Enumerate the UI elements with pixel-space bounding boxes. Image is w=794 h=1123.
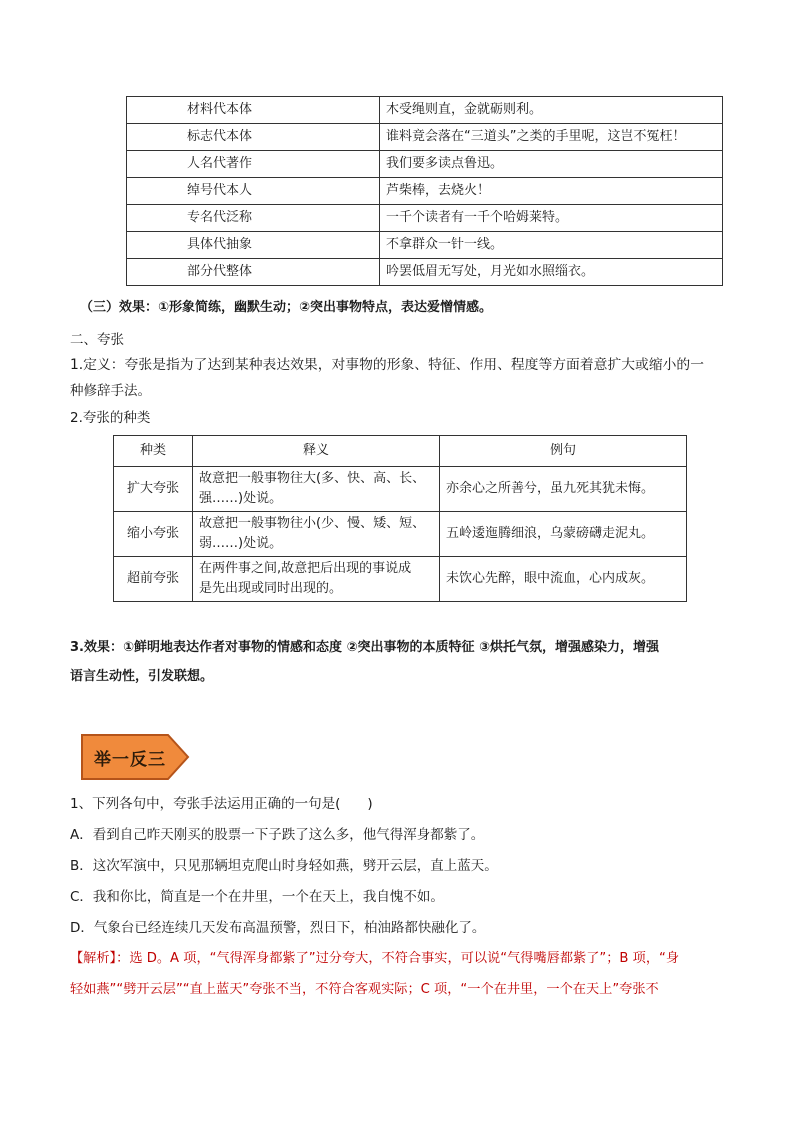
type-cell: 绰号代本人 xyxy=(127,178,380,205)
type-cell: 人名代著作 xyxy=(127,151,380,178)
table-row xyxy=(127,259,723,286)
example-cell: 一千个读者有一千个哈姆莱特。 xyxy=(380,205,723,232)
effect-line-2: 语言生动性，引发联想。 xyxy=(70,669,214,684)
table-row xyxy=(127,178,723,205)
definition-text: 故意把一般事物往小(少、慢、矮、短、 xyxy=(199,516,426,531)
definition-cell xyxy=(193,557,440,602)
type-cell: 专名代泛称 xyxy=(127,205,380,232)
type-cell: 部分代整体 xyxy=(127,259,380,286)
kind-cell: 扩大夸张 xyxy=(114,467,193,512)
example-cell: 芦柴棒，去烧火！ xyxy=(380,178,723,205)
header-cell: 例句 xyxy=(440,436,687,467)
option-b: B．这次军演中，只见那辆坦克爬山时身轻如燕，劈开云层，直上蓝天。 xyxy=(70,858,498,874)
table-row xyxy=(127,151,723,178)
metonymy-table xyxy=(126,96,723,286)
practice-badge xyxy=(80,733,190,781)
question-text: 1、下列各句中，夸张手法运用正确的一句是( ) xyxy=(70,796,373,812)
definition-cell xyxy=(193,512,440,557)
example-cell: 木受绳则直，金就砺则利。 xyxy=(380,97,723,124)
example-cell: 我们要多读点鲁迅。 xyxy=(380,151,723,178)
example-cell: 未饮心先醉，眼中流血，心内成灰。 xyxy=(440,557,687,602)
analysis-line-1: 【解析】：选 D。A 项，“气得浑身都紫了”过分夸大，不符合事实，可以说“气得嘴唇都紫了”；B 项，“身 xyxy=(70,951,680,966)
table-row xyxy=(114,557,687,602)
example-cell: 亦余心之所善兮，虽九死其犹未悔。 xyxy=(440,467,687,512)
definition-line-1: 1.定义：夸张是指为了达到某种表达效果，对事物的形象、特征、作用、程度等方面着意扩大或缩小的一 xyxy=(70,357,705,373)
badge-label: 举一反三 xyxy=(94,750,166,770)
option-d: D．气象台已经连续几天发布高温预警，烈日下，柏油路都快融化了。 xyxy=(70,920,486,936)
header-cell: 释义 xyxy=(193,436,440,467)
example-cell: 谁料竟会落在“三道头”之类的手里呢，这岂不冤枉！ xyxy=(380,124,723,151)
option-a: A．看到自己昨天刚买的股票一下子跌了这么多，他气得浑身都紫了。 xyxy=(70,827,485,843)
types-title: 2.夸张的种类 xyxy=(70,410,151,426)
definition-line-2: 种修辞手法。 xyxy=(70,383,151,399)
kind-cell: 缩小夸张 xyxy=(114,512,193,557)
definition-text: 故意把一般事物往大(多、快、高、长、 xyxy=(199,471,426,486)
header-cell: 种类 xyxy=(114,436,193,467)
effect-summary: （三）效果：①形象简练，幽默生动；②突出事物特点，表达爱憎情感。 xyxy=(80,300,493,315)
table-row xyxy=(114,467,687,512)
table-header-row xyxy=(114,436,687,467)
definition-cell xyxy=(193,467,440,512)
definition-text: 是先出现或同时出现的。 xyxy=(199,581,343,596)
definition-text: 强……)处说。 xyxy=(199,491,283,506)
option-c: C．我和你比，简直是一个在井里，一个在天上，我自愧不如。 xyxy=(70,889,444,905)
definition-text: 弱……)处说。 xyxy=(199,536,283,551)
table-row xyxy=(127,232,723,259)
example-cell: 吟罢低眉无写处，月光如水照缁衣。 xyxy=(380,259,723,286)
type-cell: 标志代本体 xyxy=(127,124,380,151)
table-row xyxy=(114,512,687,557)
type-cell: 材料代本体 xyxy=(127,97,380,124)
section-title: 二、夸张 xyxy=(70,332,124,348)
table-row xyxy=(127,97,723,124)
definition-text: 在两件事之间,故意把后出现的事说成 xyxy=(199,561,412,576)
table-row xyxy=(127,205,723,232)
example-cell: 五岭逶迤腾细浪，乌蒙磅礴走泥丸。 xyxy=(440,512,687,557)
effect-line-1: 3.效果：①鲜明地表达作者对事物的情感和态度 ②突出事物的本质特征 ③烘托气氛，增强感染力，增强 xyxy=(70,640,660,655)
example-cell: 不拿群众一针一线。 xyxy=(380,232,723,259)
kind-cell: 超前夸张 xyxy=(114,557,193,602)
hyperbole-table xyxy=(113,435,687,602)
analysis-line-2: 轻如燕”“劈开云层”“直上蓝天”夸张不当，不符合客观实际；C 项，“一个在井里，一个在天上”夸张不 xyxy=(70,982,659,997)
type-cell: 具体代抽象 xyxy=(127,232,380,259)
table-row xyxy=(127,124,723,151)
